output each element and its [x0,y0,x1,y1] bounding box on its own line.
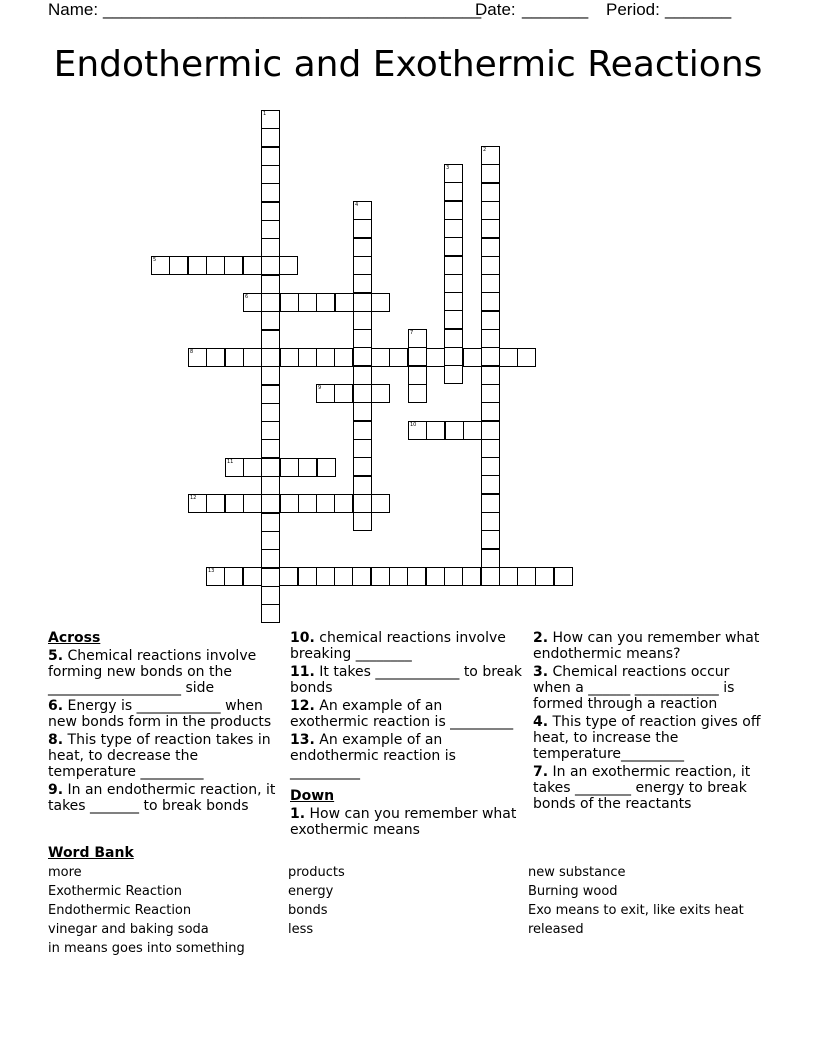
crossword-cell[interactable] [316,293,335,312]
clue-down-3: 3. Chemical reactions occur when a ______ ____________ is formed through a reaction [533,664,735,712]
crossword-cell[interactable] [408,421,427,440]
crossword-cell[interactable] [371,384,390,403]
crossword-cell[interactable] [481,347,500,366]
crossword-cell[interactable] [408,347,427,366]
crossword-cell[interactable] [481,201,500,220]
crossword-cell[interactable] [481,329,500,348]
crossword-cell[interactable] [371,293,390,312]
crossword-cell[interactable] [280,458,299,477]
clue-number: 10 [410,422,417,428]
crossword-cell[interactable] [225,494,244,513]
crossword-cell[interactable] [261,385,280,404]
crossword-cell[interactable] [169,256,188,275]
crossword-cell[interactable] [445,421,464,440]
clue-across-10: 10. chemical reactions involve breaking ________ [290,630,506,662]
clue-across-11: 11. It takes ____________ to break bonds [290,664,522,696]
crossword-cell[interactable] [408,329,427,348]
clue-down-2: 2. How can you remember what endothermic means? [533,630,760,662]
crossword-cell[interactable] [261,256,280,275]
word-bank-heading: Word Bank [48,845,134,861]
word-bank-column-3 [528,863,744,939]
crossword-cell[interactable] [481,146,500,165]
crossword-cell[interactable] [481,402,500,421]
crossword-cell[interactable] [317,458,336,477]
crossword-cell[interactable] [261,311,280,330]
crossword-cell[interactable] [261,549,280,568]
crossword-cell[interactable] [481,274,500,293]
crossword-cell[interactable] [481,494,500,513]
crossword-cell[interactable] [517,348,536,367]
crossword-cell[interactable] [444,365,463,384]
crossword-cell[interactable] [444,567,463,586]
word-bank-item: in means goes into something [48,941,245,956]
crossword-cell[interactable] [334,384,353,403]
period-label: Period: [606,0,660,19]
header [48,0,768,20]
clue-number: 3 [446,165,450,171]
crossword-cell[interactable] [353,512,372,531]
word-bank-item: energy [288,884,334,899]
across-clues-continued [290,630,525,840]
crossword-cell[interactable] [261,366,280,385]
crossword-cell[interactable] [261,458,280,477]
crossword-cell[interactable] [481,256,500,275]
crossword-cell[interactable] [481,567,500,586]
crossword-cell[interactable] [206,348,225,367]
crossword-cell[interactable] [444,182,463,201]
crossword-cell[interactable] [353,384,372,403]
crossword-cell[interactable] [353,293,372,312]
crossword-cell[interactable] [188,494,207,513]
word-bank-item: vinegar and baking soda [48,922,209,937]
crossword-cell[interactable] [243,458,262,477]
down-clues-continued [533,630,763,814]
crossword-cell[interactable] [499,567,518,586]
crossword-cell[interactable] [279,256,298,275]
clue-number: 4 [355,202,359,208]
crossword-cell[interactable] [353,274,372,293]
crossword-cell[interactable] [463,348,482,367]
crossword-cell[interactable] [444,164,463,183]
crossword-cell[interactable] [243,348,262,367]
crossword-cell[interactable] [243,567,262,586]
crossword-cell[interactable] [371,348,390,367]
crossword-cell[interactable] [389,348,408,367]
across-heading: Across [48,630,101,646]
word-bank-item: new substance [528,865,626,880]
crossword-cell[interactable] [243,293,262,312]
crossword-cell[interactable] [316,384,335,403]
crossword-cell[interactable] [316,567,335,586]
crossword-cell[interactable] [535,567,554,586]
crossword-cell[interactable] [316,348,335,367]
crossword-cell[interactable] [353,421,372,440]
crossword-cell[interactable] [298,567,317,586]
crossword-cell[interactable] [261,604,280,623]
crossword-cell[interactable] [444,201,463,220]
crossword-cell[interactable] [353,366,372,385]
crossword-cell[interactable] [481,549,500,568]
crossword-cell[interactable] [444,237,463,256]
crossword-cell[interactable] [298,293,317,312]
across-clues [48,630,278,816]
crossword-cell[interactable] [353,494,372,513]
crossword-cell[interactable] [426,567,445,586]
word-bank-item: products [288,865,345,880]
word-bank-item: Exothermic Reaction [48,884,182,899]
clue-down-7: 7. In an exothermic reaction, it takes ________ energy to break bonds of the reactants [533,764,751,812]
crossword-cell[interactable] [224,256,243,275]
clue-number: 8 [190,349,194,355]
crossword-cell[interactable] [280,348,299,367]
clue-number: 11 [227,459,234,465]
crossword-cell[interactable] [444,347,463,366]
word-bank-item: Exo means to exit, like exits heat [528,903,744,918]
crossword-cell[interactable] [261,421,280,440]
crossword-cell[interactable] [353,311,372,330]
crossword-cell[interactable] [261,531,280,550]
crossword-cell[interactable] [444,329,463,348]
crossword-cell[interactable] [481,439,500,458]
clue-number: 6 [245,294,249,300]
crossword-cell[interactable] [481,530,500,549]
crossword-cell[interactable] [334,567,353,586]
crossword-cell[interactable] [206,567,225,586]
crossword-cell[interactable] [462,567,481,586]
crossword-cell[interactable] [481,238,500,257]
crossword-cell[interactable] [206,256,225,275]
crossword-cell[interactable] [225,348,244,367]
crossword-cell[interactable] [243,256,262,275]
crossword-cell[interactable] [261,439,280,458]
crossword-cell[interactable] [481,164,500,183]
clue-across-6: 6. Energy is ____________ when new bonds form in the products [48,698,272,730]
crossword-cell[interactable] [279,567,298,586]
date-field[interactable]: _______ [522,0,589,19]
crossword-cell[interactable] [517,567,536,586]
crossword-cell[interactable] [481,457,500,476]
clue-number: 13 [208,568,215,574]
word-bank-column-1 [48,863,245,958]
clue-across-9: 9. In an endothermic reaction, it takes _______ to break bonds [48,782,276,814]
crossword-cell[interactable] [481,512,500,531]
crossword-cell[interactable] [444,274,463,293]
crossword-cell[interactable] [353,201,372,220]
crossword-cell[interactable] [261,330,280,349]
crossword-cell[interactable] [261,220,280,239]
word-bank-item: more [48,865,82,880]
crossword-cell[interactable] [371,567,390,586]
crossword-cell[interactable] [481,183,500,202]
crossword-cell[interactable] [261,494,280,513]
clue-across-12: 12. An example of an exothermic reaction is _________ [290,698,514,730]
crossword-cell[interactable] [280,494,299,513]
crossword-cell[interactable] [353,329,372,348]
clue-down-1: 1. How can you remember what exothermic means [290,806,517,838]
word-bank-item: bonds [288,903,328,918]
clue-across-8: 8. This type of reaction takes in heat, to decrease the temperature _________ [48,732,271,780]
crossword-cell[interactable] [206,494,225,513]
crossword-cell[interactable] [499,348,518,367]
crossword-cell[interactable] [353,439,372,458]
crossword-cell[interactable] [481,311,500,330]
period-field[interactable]: _______ [665,0,732,19]
crossword-cell[interactable] [280,293,299,312]
crossword-cell[interactable] [481,384,500,403]
crossword-cell[interactable] [298,458,317,477]
down-heading: Down [290,788,335,804]
crossword-cell[interactable] [481,219,500,238]
crossword-cell[interactable] [353,256,372,275]
crossword-cell[interactable] [444,310,463,329]
crossword-cell[interactable] [444,292,463,311]
clue-number: 7 [410,330,414,336]
crossword-cell[interactable] [261,513,280,532]
crossword-cell[interactable] [353,402,372,421]
crossword-cell[interactable] [188,256,207,275]
clue-down-4: 4. This type of reaction gives off heat, to increase the temperature_________ [533,714,761,762]
crossword-cell[interactable] [261,147,280,166]
crossword-cell[interactable] [261,293,280,312]
clue-number: 12 [190,495,197,501]
crossword-cell[interactable] [444,219,463,238]
crossword-cell[interactable] [444,256,463,275]
crossword-cell[interactable] [151,256,170,275]
crossword-cell[interactable] [353,238,372,257]
crossword-cell[interactable] [353,219,372,238]
crossword-cell[interactable] [261,110,280,129]
crossword-cell[interactable] [426,348,445,367]
crossword-cell[interactable] [261,586,280,605]
crossword-cell[interactable] [463,421,482,440]
crossword-cell[interactable] [225,458,244,477]
crossword-cell[interactable] [261,275,280,294]
crossword-cell[interactable] [426,421,445,440]
word-bank-item: released [528,922,584,937]
word-bank-item: Endothermic Reaction [48,903,192,918]
crossword-cell[interactable] [316,494,335,513]
crossword-cell[interactable] [352,567,371,586]
clue-number: 1 [263,111,267,117]
crossword-cell[interactable] [481,421,500,440]
crossword-cell[interactable] [481,366,500,385]
crossword-cell[interactable] [224,567,243,586]
clue-number: 9 [318,385,322,391]
crossword-cell[interactable] [334,494,353,513]
clue-across-13: 13. An example of an endothermic reaction is __________ [290,732,456,780]
crossword-cell[interactable] [481,292,500,311]
crossword-cell[interactable] [261,238,280,257]
clue-number: 5 [153,257,157,263]
clue-across-5: 5. Chemical reactions involve forming new bonds on the ___________________ side [48,648,257,696]
crossword-cell[interactable] [243,494,262,513]
crossword-cell[interactable] [261,128,280,147]
crossword-cell[interactable] [389,567,408,586]
crossword-cell[interactable] [188,348,207,367]
name-label: Name: [48,0,99,19]
crossword-cell[interactable] [353,476,372,495]
crossword-cell[interactable] [408,384,427,403]
crossword-cell[interactable] [407,567,426,586]
clue-number: 2 [483,147,487,153]
crossword-cell[interactable] [335,293,354,312]
word-bank-item: less [288,922,314,937]
crossword-cell[interactable] [261,183,280,202]
crossword-cell[interactable] [353,457,372,476]
crossword-cell[interactable] [371,494,390,513]
word-bank-item: Burning wood [528,884,618,899]
crossword-cell[interactable] [261,165,280,184]
date-label: Date: [475,0,516,19]
crossword-cell[interactable] [334,348,353,367]
crossword-cell[interactable] [261,202,280,221]
crossword-cell[interactable] [261,568,280,587]
name-field[interactable]: ________________________________________ [103,0,482,19]
crossword-cell[interactable] [298,348,317,367]
crossword-cell[interactable] [353,347,372,366]
crossword-cell[interactable] [481,475,500,494]
crossword-cell[interactable] [554,567,573,586]
crossword-cell[interactable] [298,494,317,513]
word-bank-column-2 [288,863,345,939]
page-title: Endothermic and Exothermic Reactions [53,44,763,85]
crossword-cell[interactable] [261,348,280,367]
crossword-cell[interactable] [261,403,280,422]
crossword-cell[interactable] [408,366,427,385]
crossword-cell[interactable] [261,476,280,495]
